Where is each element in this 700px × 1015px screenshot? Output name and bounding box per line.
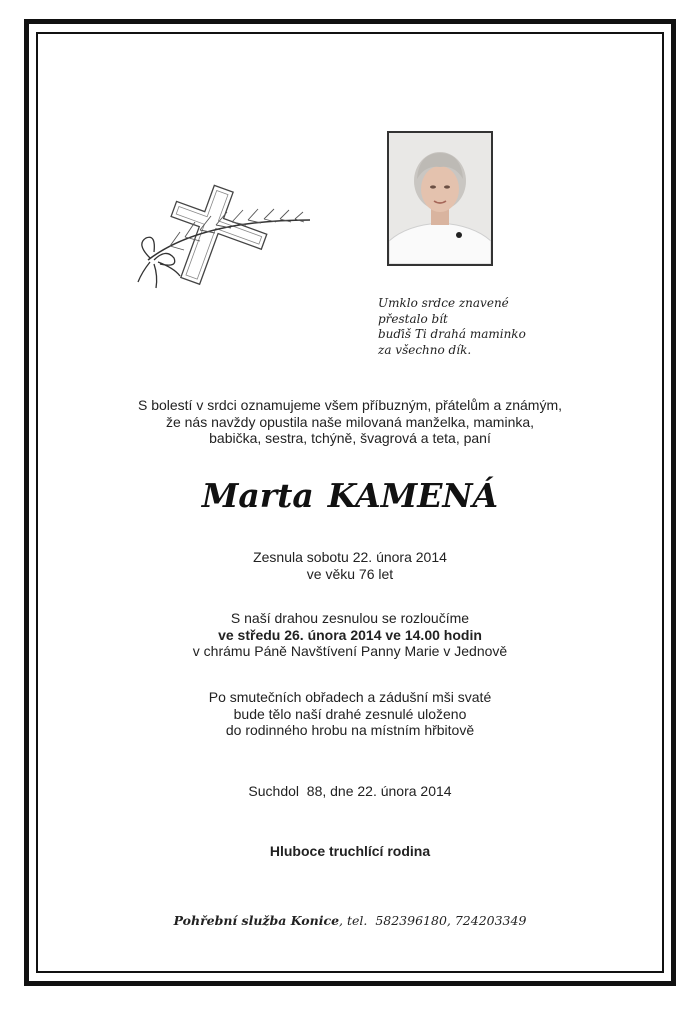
- cross-palm-branch-icon: [130, 180, 315, 292]
- deceased-name: [50, 476, 650, 516]
- memorial-poem: [378, 296, 526, 358]
- announcement-line: že nás navždy opustila naše milovaná manželka, maminka,: [165, 413, 535, 430]
- burial-line: bude tělo naší drahé zesnulé uloženo: [233, 705, 467, 722]
- funeral-service-contact: , tel. 582396180, 724203349: [339, 913, 527, 928]
- family-signature: [50, 843, 650, 860]
- death-date-line: Zesnula sobotu 22. února 2014: [253, 549, 447, 565]
- deceased-first-name: Marta: [201, 476, 314, 515]
- farewell-line: S naší drahou zesnulou se rozloučíme: [230, 610, 470, 626]
- place-date: [50, 783, 650, 800]
- announcement-line: babička, sestra, tchýně, švagrová a teta, paní: [209, 430, 491, 446]
- farewell-info: [50, 610, 650, 660]
- funeral-service-footer: [50, 913, 650, 928]
- burial-line: Po smutečních obřadech a zádušní mši svaté: [208, 689, 492, 705]
- deceased-last-name: KAMENÁ: [327, 476, 499, 515]
- portrait-photo: [387, 131, 493, 266]
- announcement-text: [50, 397, 650, 447]
- age-line: ve věku 76 let: [306, 565, 394, 582]
- ceremony-location: v chrámu Páně Navštívení Panny Marie v Jednově: [192, 643, 508, 659]
- burial-line: do rodinného hrobu na místním hřbitově: [225, 722, 475, 738]
- family-text: Hluboce truchlící rodina: [269, 843, 431, 859]
- poem-line: Umklo srdce znavené: [378, 296, 509, 310]
- death-info: [50, 549, 650, 582]
- poem-line: přestalo bít: [378, 311, 448, 326]
- burial-info: [50, 689, 650, 739]
- poem-line: buďiš Ti drahá maminko: [378, 327, 526, 341]
- announcement-line: S bolestí v srdci oznamujeme všem příbuzným, přátelům a známým,: [137, 397, 563, 413]
- funeral-service-name: Pohřební služba Konice: [173, 913, 340, 928]
- poem-line: za všechno dík.: [378, 342, 472, 357]
- place-date-text: Suchdol 88, dne 22. února 2014: [248, 783, 452, 799]
- ceremony-datetime: ve středu 26. února 2014 ve 14.00 hodin: [218, 626, 482, 643]
